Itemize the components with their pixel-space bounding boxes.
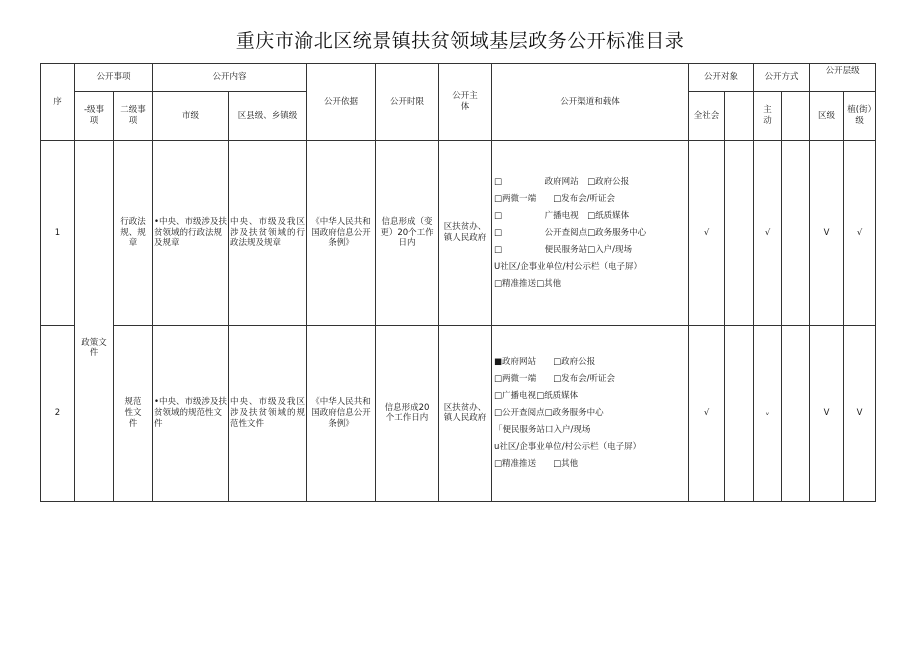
header-audience-group: 公开对象 xyxy=(689,64,754,92)
header-subject: 公开主体 xyxy=(439,64,492,141)
table-row xyxy=(41,326,876,502)
row-category: 政策文件 xyxy=(75,326,114,502)
row-time-limit: 信息形成20个工作日内 xyxy=(376,326,439,502)
header-method-active: 主动 xyxy=(754,92,782,141)
row-subcategory: 规范性文件 xyxy=(114,326,153,502)
row-basis: 《中华人民共和国政府信息公开条例》 xyxy=(307,141,376,326)
header-item-group: 公开事项 xyxy=(75,64,153,92)
row-method-blank xyxy=(782,326,810,502)
row-district-content: 中央、市级及我区涉及扶贫领域的规范性文件 xyxy=(229,326,307,502)
row-subject: 区扶贫办、镇人民政府 xyxy=(439,141,492,326)
row-seq: 2 xyxy=(41,326,75,502)
header-content-district: 区县级、乡镇级 xyxy=(229,92,307,141)
row-city-content: •中央、市级涉及扶贫领域的行政法规及规章 xyxy=(153,141,229,326)
header-channels: 公开渠道和载体 xyxy=(492,64,689,141)
catalog-table xyxy=(40,63,876,502)
row-audience-society: √ xyxy=(689,326,725,502)
row-audience-blank xyxy=(725,326,754,502)
channel-line: □ 便民服务站□入户/现场 xyxy=(494,244,632,255)
header-basis: 公开依据 xyxy=(307,64,376,141)
row-category-upper xyxy=(75,141,114,326)
header-method-group: 公开方式 xyxy=(754,64,810,92)
channel-line: □广播电视□纸质媒体 xyxy=(494,390,579,401)
row-channels xyxy=(492,326,689,502)
row-level-town: V xyxy=(844,326,876,502)
channel-line: □ 公开查阅点□政务服务中心 xyxy=(494,227,647,238)
row-level-district: V xyxy=(810,326,844,502)
table-row xyxy=(41,141,876,326)
header-audience-blank xyxy=(725,92,754,141)
row-subject: 区扶贫办、镇人民政府 xyxy=(439,326,492,502)
header-item-l2: 二级事项 xyxy=(114,92,153,141)
channel-line: 「便民服务站口入户/现场 xyxy=(494,424,591,435)
header-level-group: 公开层级 xyxy=(810,64,876,92)
header-seq: 序 xyxy=(41,64,75,141)
header-method-blank xyxy=(782,92,810,141)
row-channels xyxy=(492,141,689,326)
header-content-group: 公开内容 xyxy=(153,64,307,92)
header-row-1 xyxy=(41,64,876,92)
header-time-limit: 公开时限 xyxy=(376,64,439,141)
channel-line: ■政府网站 □政府公报 xyxy=(494,356,596,367)
row-district-content: 中央、市级及我区涉及扶贫领域的行政法规及规章 xyxy=(229,141,307,326)
row-city-content: •中央、市级涉及扶贫领域的规范性文件 xyxy=(153,326,229,502)
row-seq: 1 xyxy=(41,141,75,326)
channel-line: □两微一端 □发布会/听证会 xyxy=(494,373,615,384)
header-content-city: 市级 xyxy=(153,92,229,141)
channel-line: U社区/企事业单位/村公示栏（电子屏） xyxy=(494,261,642,272)
header-level-district: 区级 xyxy=(810,92,844,141)
row-audience-blank xyxy=(725,141,754,326)
header-item-l1: -级事项 xyxy=(75,92,114,141)
channel-line: □精准推送 □其他 xyxy=(494,458,579,469)
channel-line: □两微一端 □发布会/听证会 xyxy=(494,193,615,204)
channel-line: u社区/企事业单位/村公示栏（电子屏） xyxy=(494,441,642,452)
row-method-blank xyxy=(782,141,810,326)
row-method-active: ᵥ xyxy=(754,326,782,502)
row-method-active: √ xyxy=(754,141,782,326)
header-level-town: 植(街）级 xyxy=(844,92,876,141)
channel-line: □ 政府网站 □政府公报 xyxy=(494,176,630,187)
header-audience-society: 全社会 xyxy=(689,92,725,141)
document-title: 重庆市渝北区统景镇扶贫领域基层政务公开标准目录 xyxy=(235,30,685,52)
row-time-limit: 信息形成（变更）20个工作日内 xyxy=(376,141,439,326)
row-level-district: V xyxy=(810,141,844,326)
row-audience-society: √ xyxy=(689,141,725,326)
channel-line: □公开查阅点□政务服务中心 xyxy=(494,407,604,418)
row-level-town: √ xyxy=(844,141,876,326)
row-basis: 《中华人民共和国政府信息公开条例》 xyxy=(307,326,376,502)
channel-line: □ 广播电视 □纸质媒体 xyxy=(494,210,630,221)
row-subcategory: 行政法规、规章 xyxy=(114,141,153,326)
channel-line: □精准推送□其他 xyxy=(494,278,562,289)
